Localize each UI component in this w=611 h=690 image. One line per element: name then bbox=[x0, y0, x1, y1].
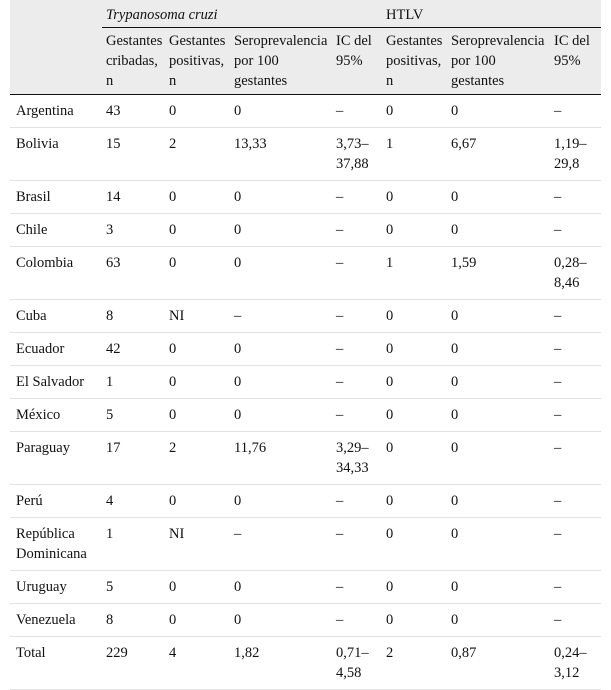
tc-screened-cell: 8 bbox=[102, 300, 165, 333]
htlv-seroprevalence-cell: 0 bbox=[447, 432, 550, 485]
htlv-seroprevalence-cell: 0,87 bbox=[447, 637, 550, 690]
tc-seroprevalence-cell: 0 bbox=[230, 214, 332, 247]
tc-positive-cell: 0 bbox=[165, 485, 230, 518]
table-row bbox=[10, 366, 601, 399]
htlv-positive-cell: 0 bbox=[382, 181, 447, 214]
country-cell: Ecuador bbox=[10, 333, 102, 366]
tc-ci-cell: – bbox=[332, 366, 382, 399]
tc-positive-cell: 2 bbox=[165, 432, 230, 485]
country-cell: Total bbox=[10, 637, 102, 690]
htlv-positive-cell: 1 bbox=[382, 128, 447, 181]
htlv-seroprevalence-cell: 0 bbox=[447, 485, 550, 518]
country-cell: República Dominicana bbox=[10, 518, 102, 571]
table-row bbox=[10, 399, 601, 432]
country-cell: Colombia bbox=[10, 247, 102, 300]
country-cell: Venezuela bbox=[10, 604, 102, 637]
htlv-positive-cell: 0 bbox=[382, 366, 447, 399]
tc-positive-cell: NI bbox=[165, 300, 230, 333]
htlv-positive-cell: 0 bbox=[382, 604, 447, 637]
tc-positive-cell: 2 bbox=[165, 128, 230, 181]
table-row bbox=[10, 518, 601, 571]
htlv-ci-cell: – bbox=[550, 432, 601, 485]
tc-positive-cell: NI bbox=[165, 518, 230, 571]
htlv-seroprevalence-cell: 0 bbox=[447, 214, 550, 247]
tc-ci-cell: 3,73–37,88 bbox=[332, 128, 382, 181]
htlv-positive-cell: 0 bbox=[382, 485, 447, 518]
htlv-ci-cell: – bbox=[550, 571, 601, 604]
htlv-ci-cell: – bbox=[550, 95, 601, 128]
htlv-positive-cell: 0 bbox=[382, 399, 447, 432]
tc-screened-cell: 42 bbox=[102, 333, 165, 366]
table-row bbox=[10, 432, 601, 485]
htlv-seroprevalence-cell: 0 bbox=[447, 604, 550, 637]
country-cell: Paraguay bbox=[10, 432, 102, 485]
htlv-seroprevalence-cell: 0 bbox=[447, 399, 550, 432]
tc-ci-cell: – bbox=[332, 95, 382, 128]
tc-ci-cell: – bbox=[332, 604, 382, 637]
htlv-positive-cell: 0 bbox=[382, 432, 447, 485]
htlv-positive-cell: 0 bbox=[382, 518, 447, 571]
table-row bbox=[10, 571, 601, 604]
tc-ci-cell: – bbox=[332, 214, 382, 247]
tc-positive-cell: 0 bbox=[165, 181, 230, 214]
tc-positive-cell: 4 bbox=[165, 637, 230, 690]
table-row bbox=[10, 485, 601, 518]
table-row bbox=[10, 247, 601, 300]
tc-seroprevalence-cell: 11,76 bbox=[230, 432, 332, 485]
tc-screened-cell: 229 bbox=[102, 637, 165, 690]
tc-seroprevalence-cell: 0 bbox=[230, 247, 332, 300]
table-row bbox=[10, 604, 601, 637]
table-header bbox=[10, 0, 601, 95]
col-header-htlv-seroprevalence: Seroprevalencia por 100 gestantes bbox=[447, 28, 550, 95]
group-header-trypanosoma: Trypanosoma cruzi bbox=[102, 0, 382, 28]
htlv-ci-cell: 0,28–8,46 bbox=[550, 247, 601, 300]
tc-screened-cell: 1 bbox=[102, 518, 165, 571]
tc-ci-cell: – bbox=[332, 485, 382, 518]
col-header-htlv-ci: IC del 95% bbox=[550, 28, 601, 95]
htlv-positive-cell: 1 bbox=[382, 247, 447, 300]
tc-screened-cell: 3 bbox=[102, 214, 165, 247]
htlv-ci-cell: – bbox=[550, 604, 601, 637]
country-cell: Cuba bbox=[10, 300, 102, 333]
tc-screened-cell: 14 bbox=[102, 181, 165, 214]
table-row bbox=[10, 95, 601, 128]
htlv-ci-cell: – bbox=[550, 214, 601, 247]
htlv-ci-cell: – bbox=[550, 333, 601, 366]
country-cell: Brasil bbox=[10, 181, 102, 214]
tc-seroprevalence-cell: 0 bbox=[230, 333, 332, 366]
table-row bbox=[10, 181, 601, 214]
tc-screened-cell: 63 bbox=[102, 247, 165, 300]
tc-screened-cell: 5 bbox=[102, 399, 165, 432]
tc-positive-cell: 0 bbox=[165, 604, 230, 637]
table-row bbox=[10, 333, 601, 366]
tc-seroprevalence-cell: 1,82 bbox=[230, 637, 332, 690]
htlv-seroprevalence-cell: 0 bbox=[447, 95, 550, 128]
htlv-positive-cell: 0 bbox=[382, 571, 447, 604]
col-header-tc-seroprevalence: Seroprevalencia por 100 gestantes bbox=[230, 28, 332, 95]
table-row bbox=[10, 128, 601, 181]
tc-positive-cell: 0 bbox=[165, 366, 230, 399]
tc-positive-cell: 0 bbox=[165, 399, 230, 432]
tc-seroprevalence-cell: 0 bbox=[230, 485, 332, 518]
tc-ci-cell: 3,29–34,33 bbox=[332, 432, 382, 485]
tc-positive-cell: 0 bbox=[165, 571, 230, 604]
tc-seroprevalence-cell: 0 bbox=[230, 571, 332, 604]
tc-ci-cell: – bbox=[332, 181, 382, 214]
country-cell: Perú bbox=[10, 485, 102, 518]
table-body bbox=[10, 95, 601, 690]
htlv-ci-cell: – bbox=[550, 399, 601, 432]
tc-screened-cell: 4 bbox=[102, 485, 165, 518]
tc-positive-cell: 0 bbox=[165, 95, 230, 128]
table-row bbox=[10, 300, 601, 333]
htlv-seroprevalence-cell: 0 bbox=[447, 366, 550, 399]
country-cell: Chile bbox=[10, 214, 102, 247]
col-header-tc-ci: IC del 95% bbox=[332, 28, 382, 95]
htlv-positive-cell: 0 bbox=[382, 333, 447, 366]
htlv-ci-cell: 1,19–29,8 bbox=[550, 128, 601, 181]
tc-ci-cell: – bbox=[332, 399, 382, 432]
country-cell: Argentina bbox=[10, 95, 102, 128]
tc-positive-cell: 0 bbox=[165, 214, 230, 247]
tc-seroprevalence-cell: 0 bbox=[230, 95, 332, 128]
tc-seroprevalence-cell: – bbox=[230, 518, 332, 571]
htlv-positive-cell: 0 bbox=[382, 95, 447, 128]
htlv-seroprevalence-cell: 0 bbox=[447, 333, 550, 366]
col-header-tc-positive: Gestantes positivas, n bbox=[165, 28, 230, 95]
htlv-ci-cell: – bbox=[550, 518, 601, 571]
group-header-row bbox=[10, 0, 601, 28]
htlv-seroprevalence-cell: 0 bbox=[447, 181, 550, 214]
tc-ci-cell: 0,71–4,58 bbox=[332, 637, 382, 690]
tc-ci-cell: – bbox=[332, 300, 382, 333]
htlv-seroprevalence-cell: 0 bbox=[447, 518, 550, 571]
htlv-ci-cell: – bbox=[550, 181, 601, 214]
tc-screened-cell: 8 bbox=[102, 604, 165, 637]
htlv-positive-cell: 0 bbox=[382, 214, 447, 247]
tc-seroprevalence-cell: 0 bbox=[230, 366, 332, 399]
col-header-tc-screened: Gestantes cribadas, n bbox=[102, 28, 165, 95]
htlv-positive-cell: 2 bbox=[382, 637, 447, 690]
tc-ci-cell: – bbox=[332, 333, 382, 366]
htlv-seroprevalence-cell: 0 bbox=[447, 300, 550, 333]
country-cell: El Salvador bbox=[10, 366, 102, 399]
htlv-seroprevalence-cell: 0 bbox=[447, 571, 550, 604]
htlv-ci-cell: 0,24–3,12 bbox=[550, 637, 601, 690]
htlv-ci-cell: – bbox=[550, 300, 601, 333]
tc-ci-cell: – bbox=[332, 247, 382, 300]
tc-positive-cell: 0 bbox=[165, 333, 230, 366]
tc-seroprevalence-cell: 0 bbox=[230, 181, 332, 214]
tc-ci-cell: – bbox=[332, 571, 382, 604]
seroprevalence-table bbox=[10, 0, 601, 690]
tc-screened-cell: 15 bbox=[102, 128, 165, 181]
country-cell: México bbox=[10, 399, 102, 432]
htlv-seroprevalence-cell: 1,59 bbox=[447, 247, 550, 300]
country-cell: Uruguay bbox=[10, 571, 102, 604]
tc-screened-cell: 43 bbox=[102, 95, 165, 128]
tc-screened-cell: 1 bbox=[102, 366, 165, 399]
htlv-ci-cell: – bbox=[550, 485, 601, 518]
table-row bbox=[10, 214, 601, 247]
tc-seroprevalence-cell: 0 bbox=[230, 604, 332, 637]
htlv-ci-cell: – bbox=[550, 366, 601, 399]
country-header-blank bbox=[10, 0, 102, 95]
htlv-seroprevalence-cell: 6,67 bbox=[447, 128, 550, 181]
tc-screened-cell: 17 bbox=[102, 432, 165, 485]
htlv-positive-cell: 0 bbox=[382, 300, 447, 333]
tc-seroprevalence-cell: 0 bbox=[230, 399, 332, 432]
table-row bbox=[10, 637, 601, 690]
tc-ci-cell: – bbox=[332, 518, 382, 571]
tc-seroprevalence-cell: – bbox=[230, 300, 332, 333]
tc-screened-cell: 5 bbox=[102, 571, 165, 604]
group-header-htlv: HTLV bbox=[382, 0, 601, 28]
col-header-htlv-positive: Gestantes positivas, n bbox=[382, 28, 447, 95]
country-cell: Bolivia bbox=[10, 128, 102, 181]
tc-seroprevalence-cell: 13,33 bbox=[230, 128, 332, 181]
tc-positive-cell: 0 bbox=[165, 247, 230, 300]
